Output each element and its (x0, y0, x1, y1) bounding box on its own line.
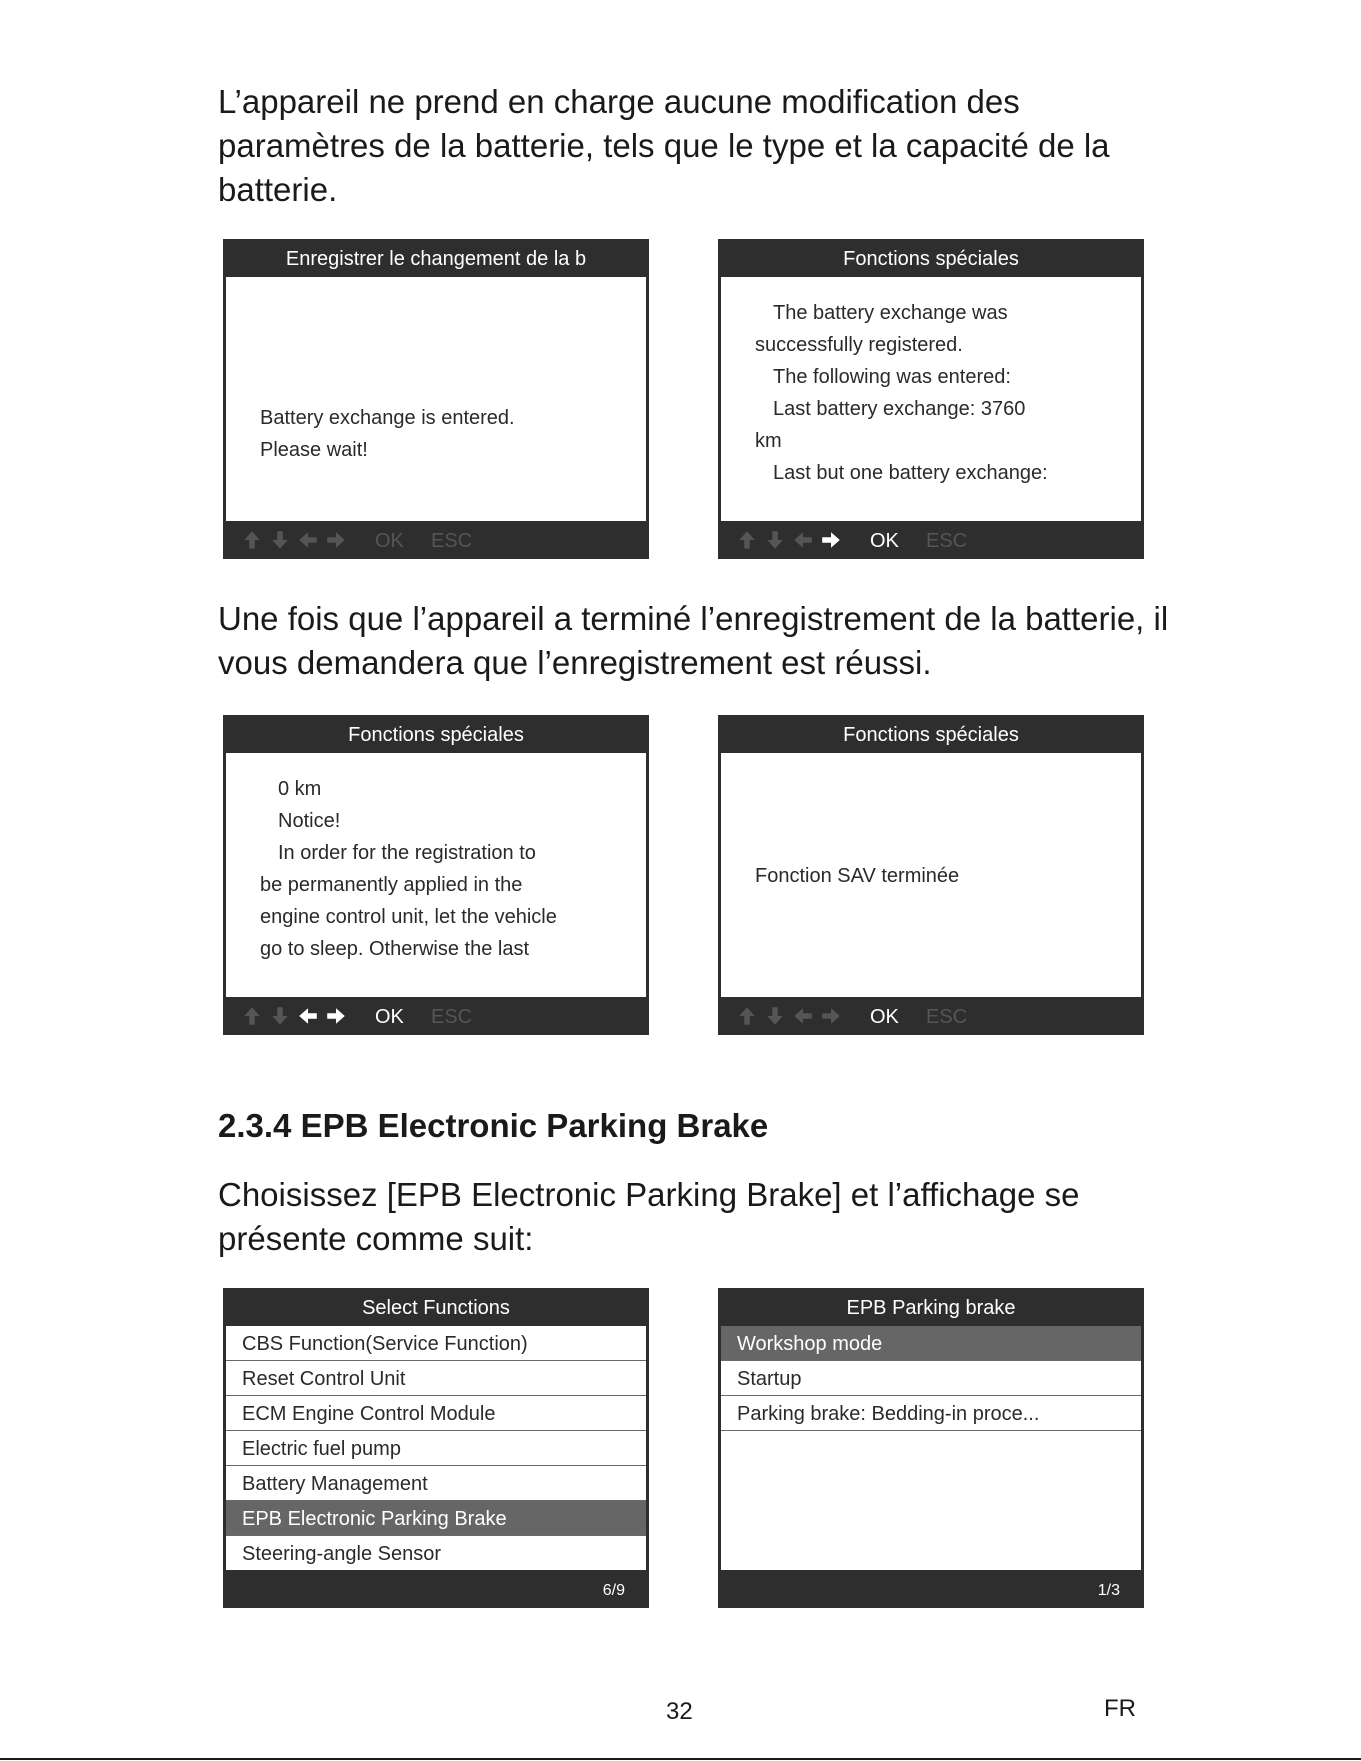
screen-battery-entering (223, 239, 649, 559)
screen-title: Fonctions spéciales (843, 248, 1019, 270)
arrow-down-icon (764, 529, 786, 551)
message-line: Notice! (278, 810, 341, 832)
screen-body (226, 753, 646, 997)
screen-footer (223, 1570, 649, 1608)
menu-item[interactable]: Reset Control Unit (226, 1361, 646, 1396)
screen-title: Select Functions (362, 1297, 510, 1319)
menu-item[interactable]: ECM Engine Control Module (226, 1396, 646, 1431)
message-line: Please wait! (260, 439, 368, 461)
screen-epb-parking-brake (718, 1288, 1144, 1608)
page-indicator: 6/9 (602, 1582, 625, 1599)
message-line: In order for the registration to (278, 842, 536, 864)
message-line: 0 km (278, 778, 322, 800)
page-number: 32 (666, 1698, 693, 1725)
arrow-left-icon (297, 529, 319, 551)
arrow-up-icon (241, 529, 263, 551)
message-line: go to sleep. Otherwise the last (260, 938, 530, 960)
menu-item[interactable]: Startup (721, 1361, 1141, 1396)
intro-paragraph: L’appareil ne prend en charge aucune modification des paramètres de la batterie, tels que le type et la capacité de la batterie. (218, 83, 1110, 208)
menu-item[interactable]: Steering-angle Sensor (226, 1536, 646, 1570)
message-line: Last battery exchange: 3760 (773, 398, 1026, 420)
screen-body (226, 277, 646, 521)
screen-sav-complete (718, 715, 1144, 1035)
esc-button[interactable]: ESC (431, 530, 473, 552)
arrow-right-icon (820, 1005, 842, 1027)
menu-item[interactable]: CBS Function(Service Function) (226, 1326, 646, 1361)
screen-title: EPB Parking brake (846, 1297, 1016, 1319)
arrow-up-icon (736, 529, 758, 551)
screen-footer (718, 521, 1144, 559)
screen-battery-registered (718, 239, 1144, 559)
arrow-up-icon (241, 1005, 263, 1027)
arrow-down-icon (269, 1005, 291, 1027)
screen-registration-notice (223, 715, 649, 1035)
page-indicator: 1/3 (1097, 1582, 1120, 1599)
message-line: Fonction SAV terminée (755, 865, 960, 887)
arrow-down-icon (764, 1005, 786, 1027)
function-menu (226, 1326, 646, 1570)
menu-item[interactable]: Parking brake: Bedding-in proce... (721, 1396, 1141, 1431)
ok-button[interactable]: OK (375, 1006, 404, 1028)
menu-item-selected[interactable]: Workshop mode (721, 1326, 1141, 1361)
menu-item[interactable]: Battery Management (226, 1466, 646, 1501)
arrow-up-icon (736, 1005, 758, 1027)
esc-button[interactable]: ESC (926, 1006, 968, 1028)
screen-body (721, 1326, 1141, 1570)
arrow-left-icon (792, 1005, 814, 1027)
message-line: The battery exchange was (773, 302, 1008, 324)
function-menu (721, 1326, 1141, 1431)
middle-paragraph: Une fois que l’appareil a terminé l’enregistrement de la batterie, il vous demandera que l’enregistrement est réussi. (218, 600, 1169, 681)
message-line: engine control unit, let the vehicle (260, 906, 557, 928)
message-line: km (755, 430, 782, 452)
language-code: FR (1104, 1695, 1136, 1722)
screen-footer (223, 521, 649, 559)
message-line: be permanently applied in the (260, 874, 523, 896)
screen-title: Fonctions spéciales (843, 724, 1019, 746)
ok-button[interactable]: OK (870, 1006, 899, 1028)
arrow-right-icon (325, 529, 347, 551)
section-heading: 2.3.4 EPB Electronic Parking Brake (218, 1107, 769, 1144)
arrow-left-icon (792, 529, 814, 551)
screen-body (226, 1326, 646, 1570)
arrow-down-icon (269, 529, 291, 551)
bottom-rule (0, 1758, 1361, 1760)
menu-item[interactable]: Electric fuel pump (226, 1431, 646, 1466)
menu-item-selected[interactable]: EPB Electronic Parking Brake (226, 1501, 646, 1536)
arrow-right-icon[interactable] (820, 529, 842, 551)
message-line: successfully registered. (755, 334, 963, 356)
message-line: Battery exchange is entered. (260, 407, 515, 429)
arrow-right-icon[interactable] (325, 1005, 347, 1027)
screen-title: Fonctions spéciales (348, 724, 524, 746)
screen-footer (718, 1570, 1144, 1608)
message-line: Last but one battery exchange: (773, 462, 1048, 484)
screen-select-functions (223, 1288, 649, 1608)
ok-button[interactable]: OK (870, 530, 899, 552)
screen-footer (223, 997, 649, 1035)
screen-body (721, 277, 1141, 521)
ok-button[interactable]: OK (375, 530, 404, 552)
esc-button[interactable]: ESC (431, 1006, 473, 1028)
arrow-left-icon[interactable] (297, 1005, 319, 1027)
screen-title: Enregistrer le changement de la b (285, 248, 587, 270)
esc-button[interactable]: ESC (926, 530, 968, 552)
screen-body (721, 753, 1141, 997)
screen-footer (718, 997, 1144, 1035)
section-paragraph: Choisissez [EPB Electronic Parking Brake] et l’affichage se présente comme suit: (218, 1176, 1080, 1257)
message-line: The following was entered: (773, 366, 1011, 388)
